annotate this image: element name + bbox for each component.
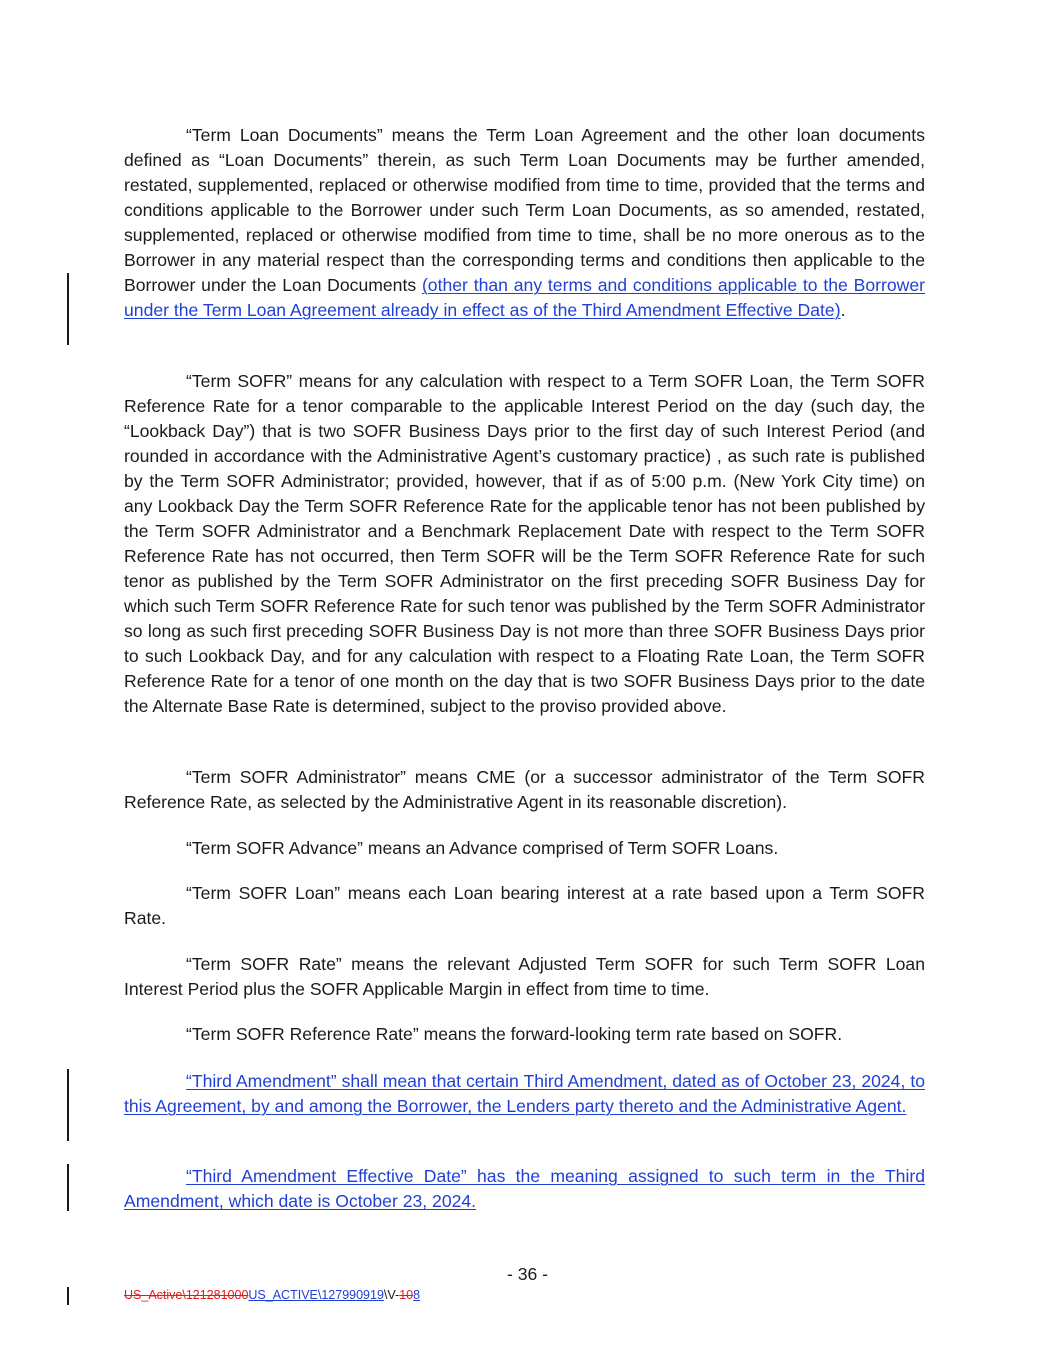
deleted-version: 10	[399, 1288, 414, 1302]
definition-term-sofr-loan	[124, 881, 925, 931]
inserted-text: “Third Amendment” shall mean that certain Third Amendment, dated as of October 23, 2024, to this Agreement, by and among the Borrower, the Lenders party thereto and the Administrative Agent.	[124, 1071, 925, 1116]
inserted-text: (other than any terms and conditions applicable to the Borrower under the Term Loan Agreement already in effect as of the Third Amendment Effective Date)	[124, 275, 926, 320]
definition-third-amendment-effective-date	[124, 1164, 925, 1214]
document-footer-id	[124, 1287, 420, 1303]
definition-term-sofr-administrator	[124, 765, 925, 815]
definition-text: “Term SOFR Rate” means the relevant Adjusted Term SOFR for such Term SOFR Loan Interest Period plus the SOFR Applicable Margin in effect from time to time.	[124, 954, 925, 999]
definition-term-loan-documents	[124, 123, 925, 323]
change-bar	[67, 1287, 69, 1305]
definition-text: “Term SOFR” means for any calculation with respect to a Term SOFR Loan, the Term SOFR Reference Rate for a tenor comparable to the applicable Interest Period on the day (such day, the “Lookback Day”) that is two SOFR Business Days prior to the first day of such Interest Period (and rounded in accordance with the Administrative Agent’s customary practice) , as such rate is published by the Term SOFR Administrator; provided, however, that if as of 5:00 p.m. (New York City time) on any Lookback Day the Term SOFR Reference Rate for the applicable tenor has not been published by the Term SOFR Administrator and a Benchmark Replacement Date with respect to the Term SOFR Reference Rate has not occurred, then Term SOFR will be the Term SOFR Reference Rate for such tenor as published by the Term SOFR Administrator on the first preceding SOFR Business Day for which such Term SOFR Reference Rate for such tenor was published by the Term SOFR Administrator so long as such first preceding SOFR Business Day is not more than three SOFR Business Days prior to such Lookback Day, and for any calculation with respect to a Floating Rate Loan, the Term SOFR Reference Rate for a tenor of one month on the day that is two SOFR Business Days prior to the date the Alternate Base Rate is determined, subject to the proviso provided above.	[124, 371, 925, 716]
definition-term-sofr-reference-rate	[124, 1022, 925, 1047]
change-bar	[67, 1164, 69, 1211]
definition-text: “Term SOFR Reference Rate” means the forward-looking term rate based on SOFR.	[186, 1024, 843, 1044]
definition-term-sofr-advance	[124, 836, 925, 861]
inserted-text: “Third Amendment Effective Date” has the meaning assigned to such term in the Third Amendment, which date is October 23, 2024.	[124, 1166, 925, 1211]
version-prefix: \V-	[383, 1288, 400, 1302]
page-number: - 36 -	[506, 1264, 549, 1284]
inserted-version: 8	[413, 1288, 421, 1302]
definition-text: “Term SOFR Advance” means an Advance comprised of Term SOFR Loans.	[186, 838, 779, 858]
change-bar	[67, 1069, 69, 1141]
definition-term-sofr	[124, 369, 925, 719]
deleted-doc-id: US_Active\121281000	[124, 1288, 249, 1302]
definition-text: “Term SOFR Administrator” means CME (or a successor administrator of the Term SOFR Reference Rate, as selected by the Administrative Agent in its reasonable discretion).	[124, 767, 925, 812]
inserted-doc-id: US_ACTIVE\127990919	[248, 1288, 384, 1302]
change-bar	[67, 273, 69, 345]
definition-third-amendment	[124, 1069, 925, 1119]
definition-text: “Term SOFR Loan” means each Loan bearing interest at a rate based upon a Term SOFR Rate.	[124, 883, 925, 928]
definition-term-sofr-rate	[124, 952, 925, 1002]
definition-text: “Term Loan Documents” means the Term Loan Agreement and the other loan documents defined as “Loan Documents” therein, as such Term Loan Documents may be further amended, restated, supplemented, replaced or otherwise modified from time to time, provided that the terms and conditions applicable to the Borrower under such Term Loan Documents, as so amended, restated, supplemented, replaced or otherwise modified from time to time, shall be no more onerous as to the Borrower in any material respect than the corresponding terms and conditions then applicable to the Borrower under the Loan Documents	[124, 125, 925, 295]
definition-tail: .	[840, 300, 846, 320]
